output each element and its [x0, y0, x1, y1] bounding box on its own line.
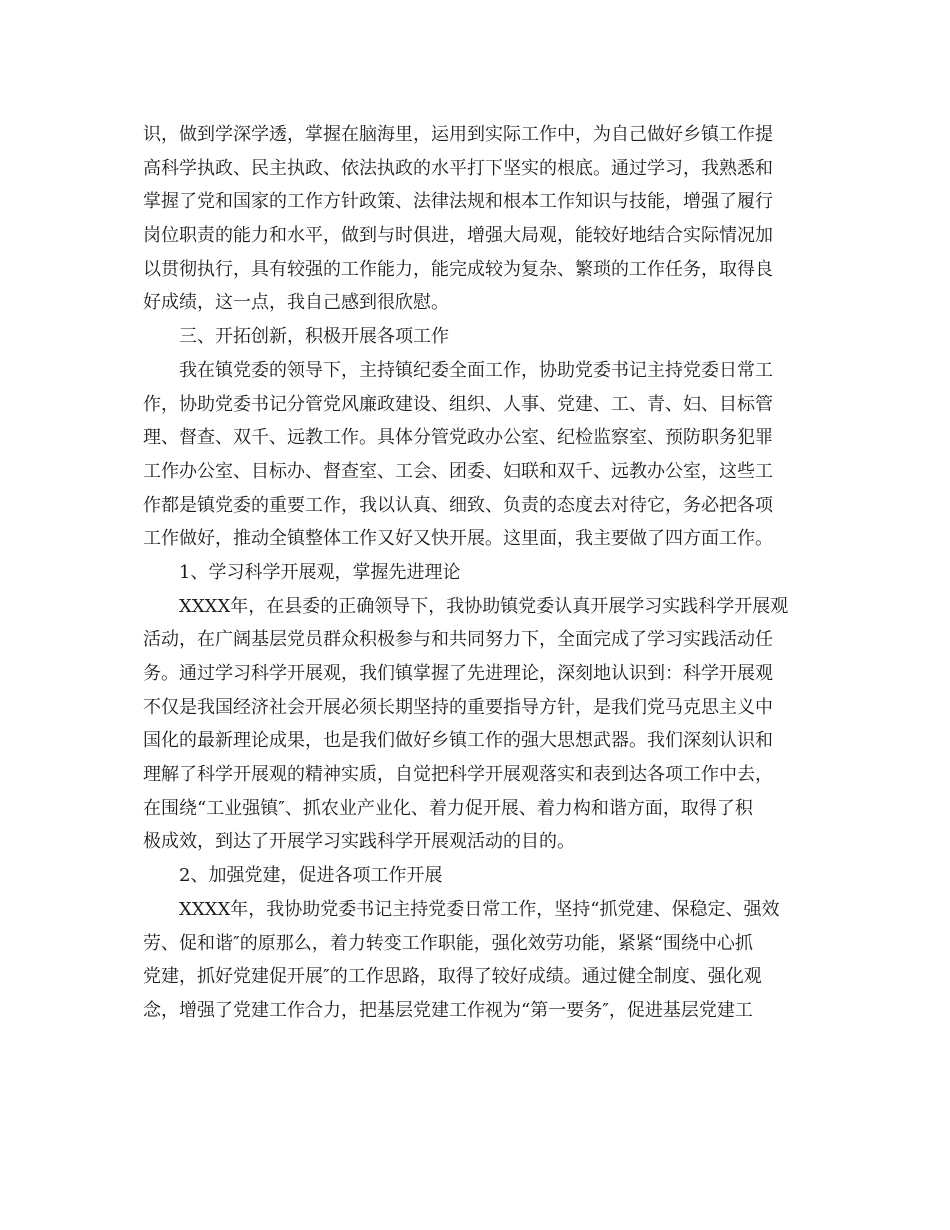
text-line: 我在镇党委的领导下，主持镇纪委全面工作，协助党委书记主持党委日常工	[179, 359, 773, 381]
text-line: XXXX年，在县委的正确领导下，我协助镇党委认真开展学习实践科学开展观	[179, 595, 789, 617]
text-line: 在围绕“工业强镇″、抓农业产业化、着力促开展、着力构和谐方面，取得了积	[143, 797, 753, 819]
document-body	[143, 118, 805, 1028]
text-line: 务。通过学习科学开展观，我们镇掌握了先进理论，深刻地认识到：科学开展观	[143, 663, 773, 684]
text-line: 劳、促和谐″的原那么，着力转变工作职能，强化效劳功能，紧紧“围绕中心抓	[143, 932, 753, 954]
text-line: 工作办公室、目标办、督查室、工会、团委、妇联和双千、远教办公室，这些工	[143, 460, 773, 482]
text-line: 工作做好，推动全镇整体工作又好又快开展。这里面，我主要做了四方面工作。	[143, 528, 773, 550]
text-line: 以贯彻执行，具有较强的工作能力，能完成较为复杂、繁琐的工作任务，取得良	[143, 258, 773, 280]
text-line: 国化的最新理论成果，也是我们做好乡镇工作的强大思想武器。我们深刻认识和	[143, 730, 773, 752]
text-line: 识，做到学深学透，掌握在脑海里，运用到实际工作中，为自己做好乡镇工作提	[143, 124, 773, 145]
text-line: XXXX年，我协助党委书记主持党委日常工作，坚持“抓党建、保稳定、强效	[179, 898, 780, 920]
text-line: 极成效，到达了开展学习实践科学开展观活动的目的。	[143, 831, 575, 853]
text-line: 不仅是我国经济社会开展必须长期坚持的重要指导方针，是我们党马克思主义中	[143, 696, 773, 718]
text-line: 掌握了党和国家的工作方针政策、法律法规和根本工作知识与技能，增强了履行	[143, 191, 773, 213]
text-line: 高科学执政、民主执政、依法执政的水平打下坚实的根底。通过学习，我熟悉和	[143, 157, 773, 179]
text-line: 好成绩，这一点，我自己感到很欣慰。	[143, 292, 449, 314]
text-line: 岗位职责的能力和水平，做到与时俱进，增强大局观，能较好地结合实际情况加	[143, 225, 773, 247]
text-line: 念，增强了党建工作合力，把基层党建工作视为“第一要务″，促进基层党建工	[143, 999, 753, 1021]
text-line: 作，协助党委书记分管党风廉政建设、组织、人事、党建、工、青、妇、目标管	[143, 393, 773, 415]
text-line: 活动，在广阔基层党员群众积极参与和共同努力下，全面完成了学习实践活动任	[143, 629, 773, 651]
text-line: 党建，抓好党建促开展″的工作思路，取得了较好成绩。通过健全制度、强化观	[143, 966, 762, 988]
text-line: 1、学习科学开展观，掌握先进理论	[179, 561, 461, 583]
text-line: 三、开拓创新，积极开展各项工作	[179, 326, 449, 348]
text-line: 理解了科学开展观的精神实质，自觉把科学开展观落实和表到达各项工作中去，	[143, 764, 773, 786]
text-line: 理、督查、双千、远教工作。具体分管党政办公室、纪检监察室、预防职务犯罪	[143, 427, 773, 449]
text-line: 作都是镇党委的重要工作，我以认真、细致、负责的态度去对待它，务必把各项	[143, 494, 773, 516]
text-line: 2、加强党建，促进各项工作开展	[179, 865, 443, 887]
